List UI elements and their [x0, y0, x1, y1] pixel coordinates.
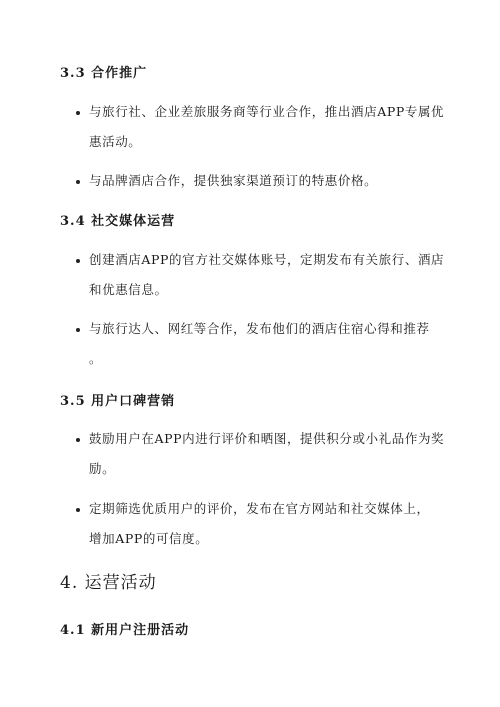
paragraph-line: 定期筛选优质用户的评价，发布在官方网站和社交媒体上，: [89, 501, 430, 516]
section-heading-3-3: 3.3 合作推广: [60, 66, 148, 81]
paragraph-line: 和优惠信息。: [89, 282, 168, 297]
paragraph-line: 。: [89, 351, 103, 366]
bullet-icon: [76, 508, 80, 512]
paragraph-line: 励。: [89, 461, 116, 476]
bullet-icon: [76, 328, 80, 332]
paragraph-line: 与旅行社、企业差旅服务商等行业合作，推出酒店APP专属优: [89, 104, 445, 119]
paragraph-line: 增加APP的可信度。: [89, 531, 209, 546]
bullet-icon: [76, 111, 80, 115]
bullet-icon: [76, 438, 80, 442]
paragraph-line: 创建酒店APP的官方社交媒体账号，定期发布有关旅行、酒店: [89, 252, 445, 267]
section-heading-3-4: 3.4 社交媒体运营: [60, 214, 176, 229]
paragraph-line: 鼓励用户在APP内进行评价和晒图，提供积分或小礼品作为奖: [89, 431, 445, 446]
bullet-icon: [76, 180, 80, 184]
bullet-icon: [76, 259, 80, 263]
paragraph-line: 与品牌酒店合作，提供独家渠道预订的特惠价格。: [89, 173, 378, 188]
chapter-heading-4: 4. 运营活动: [60, 573, 157, 593]
section-heading-4-1: 4.1 新用户注册活动: [60, 623, 190, 638]
paragraph-line: 与旅行达人、网红等合作，发布他们的酒店住宿心得和推荐: [89, 321, 430, 336]
section-heading-3-5: 3.5 用户口碑营销: [60, 394, 176, 409]
paragraph-line: 惠活动。: [89, 134, 142, 149]
